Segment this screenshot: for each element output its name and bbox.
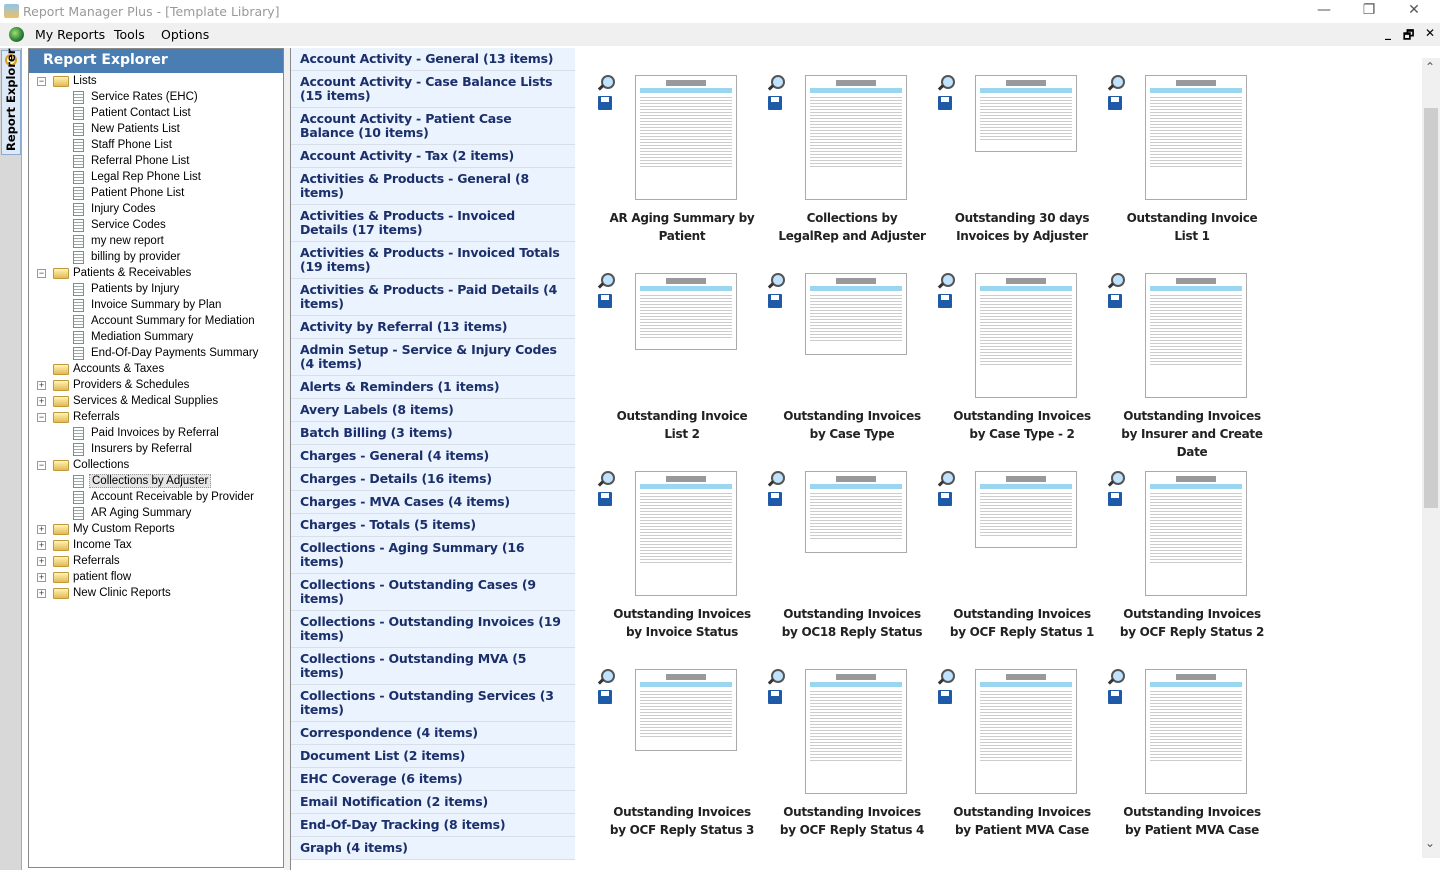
report-caption: Outstanding Invoices by Invoice Status [613, 607, 751, 639]
tree-item-label: Lists [73, 75, 97, 87]
preview-magnifier-icon[interactable] [768, 273, 784, 289]
thumbnail-title-line [836, 80, 876, 86]
save-disk-icon[interactable] [1108, 690, 1122, 704]
tree-item-label: patient flow [73, 571, 132, 583]
thumbnail-header-band [640, 286, 732, 291]
report-thumbnail[interactable] [805, 669, 907, 794]
preview-magnifier-icon[interactable] [1108, 471, 1124, 487]
report-thumbnail[interactable] [635, 273, 737, 350]
category-item[interactable]: Document List (2 items) [291, 745, 575, 768]
category-item[interactable]: Activities & Products - Paid Details (4 items) [291, 279, 575, 316]
collapse-icon[interactable]: − [38, 460, 45, 470]
preview-magnifier-icon[interactable] [598, 75, 614, 91]
document-icon [73, 219, 84, 232]
document-icon [73, 491, 84, 504]
thumbnail-rows [980, 689, 1072, 763]
menu-tools[interactable]: Tools [114, 27, 145, 42]
app-icon [4, 4, 19, 18]
tree-item-label: Mediation Summary [91, 331, 194, 343]
tree-item-label: Account Summary for Mediation [91, 315, 255, 327]
collapse-icon[interactable]: − [38, 268, 45, 278]
tree-item-label: My Custom Reports [73, 523, 175, 535]
scrollbar-thumb[interactable] [1424, 108, 1438, 508]
report-thumbnail[interactable] [1145, 471, 1247, 596]
report-tile[interactable] [746, 273, 921, 471]
thumbnail-title-line [836, 476, 876, 482]
minimize-button[interactable]: — [1317, 2, 1331, 18]
report-caption: Collections by LegalRep and Adjuster [778, 211, 926, 243]
report-caption: Outstanding Invoices by OCF Reply Status 3 [609, 805, 755, 837]
report-caption: Outstanding Invoice List 1 [1126, 211, 1258, 243]
save-disk-icon[interactable] [768, 96, 782, 110]
tree-item-label: End-Of-Day Payments Summary [91, 347, 259, 359]
thumbnail-rows [1150, 491, 1242, 565]
report-thumbnail[interactable] [805, 471, 907, 553]
thumbnail-title-line [836, 278, 876, 284]
thumbnail-header-band [810, 88, 902, 93]
report-thumbnail[interactable] [805, 273, 907, 355]
report-caption: AR Aging Summary by Patient [609, 211, 755, 243]
thumbnail-header-band [640, 88, 732, 93]
tree-item-label: Referral Phone List [91, 155, 190, 167]
category-item[interactable]: Account Activity - General (13 items) [291, 48, 575, 71]
tree-item-label: AR Aging Summary [91, 507, 192, 519]
thumbnail-rows [980, 95, 1072, 140]
expand-icon[interactable]: + [38, 572, 45, 582]
thumbnail-header-band [1150, 88, 1242, 93]
tree-item-label: Services & Medical Supplies [73, 395, 219, 407]
thumbnail-rows [810, 293, 902, 341]
save-disk-icon[interactable] [598, 96, 612, 110]
expand-icon[interactable]: + [38, 556, 45, 566]
category-item[interactable]: Admin Setup - Service & Injury Codes (4 items) [291, 339, 575, 376]
mdi-close-button[interactable]: ✕ [1425, 26, 1436, 40]
category-item[interactable]: Collections - Outstanding Invoices (19 items) [291, 611, 575, 648]
thumbnail-title-line [666, 674, 706, 680]
report-thumbnail[interactable] [1145, 273, 1247, 398]
thumbnail-title-line [1176, 80, 1216, 86]
report-tile[interactable] [1086, 669, 1261, 867]
side-tab-label: Report Explorer [4, 48, 18, 151]
document-icon [73, 171, 84, 184]
thumbnail-rows [980, 491, 1072, 536]
folder-icon [53, 364, 69, 375]
folder-icon [53, 268, 69, 279]
thumbnail-title-line [666, 476, 706, 482]
document-icon [73, 139, 84, 152]
document-icon [73, 443, 84, 456]
category-item[interactable]: Charges - MVA Cases (4 items) [291, 491, 575, 514]
thumbnail-title-line [1176, 278, 1216, 284]
preview-magnifier-icon[interactable] [1108, 273, 1124, 289]
tree-item-label: Paid Invoices by Referral [91, 427, 219, 439]
report-thumbnail[interactable] [635, 471, 737, 596]
folder-icon [53, 572, 69, 583]
report-caption: Outstanding Invoices by Case Type - 2 [953, 409, 1091, 441]
restore-button[interactable]: ❐ [1362, 2, 1376, 18]
document-icon [73, 331, 84, 344]
thumbnail-header-band [640, 682, 732, 687]
category-item[interactable]: Account Activity - Patient Case Balance (10 items) [291, 108, 575, 145]
document-icon [73, 475, 84, 488]
report-thumbnail[interactable] [635, 669, 737, 751]
scroll-down-icon[interactable]: ⌄ [1425, 836, 1436, 850]
tree-item-label: Patient Phone List [91, 187, 185, 199]
save-disk-icon[interactable] [938, 294, 952, 308]
tree-item-label: my new report [91, 235, 164, 247]
report-caption: Outstanding 30 days Invoices by Adjuster [954, 211, 1090, 243]
folder-icon [53, 524, 69, 535]
report-tile[interactable] [576, 471, 751, 669]
thumbnail-rows [810, 491, 902, 539]
document-icon [73, 155, 84, 168]
folder-icon [53, 460, 69, 471]
thumbnail-title-line [1006, 674, 1046, 680]
thumbnail-rows [1150, 95, 1242, 169]
save-disk-icon[interactable] [768, 690, 782, 704]
report-thumbnail[interactable] [975, 669, 1077, 794]
category-item[interactable]: Alerts & Reminders (1 items) [291, 376, 575, 399]
window-title: Report Manager Plus - [Template Library] [23, 4, 280, 19]
thumbnail-title-line [1006, 80, 1046, 86]
thumbnail-header-band [980, 286, 1072, 291]
tree-item-label: New Clinic Reports [73, 587, 171, 599]
document-icon [73, 251, 84, 264]
category-item[interactable]: EHC Coverage (6 items) [291, 768, 575, 791]
tree-item-label: Patients & Receivables [73, 267, 192, 279]
document-icon [73, 283, 84, 296]
thumbnail-header-band [980, 682, 1072, 687]
save-disk-icon[interactable] [598, 492, 612, 506]
category-item[interactable]: Collections - Outstanding Cases (9 items) [291, 574, 575, 611]
tree-item-label: Account Receivable by Provider [91, 491, 254, 503]
category-item[interactable]: Batch Billing (3 items) [291, 422, 575, 445]
category-item[interactable]: Avery Labels (8 items) [291, 399, 575, 422]
thumbnail-rows [640, 95, 732, 169]
preview-magnifier-icon[interactable] [938, 273, 954, 289]
thumbnail-title-line [1176, 674, 1216, 680]
report-caption: Outstanding Invoices by OCF Reply Status 2 [1119, 607, 1265, 639]
preview-magnifier-icon[interactable] [768, 669, 784, 685]
title-bar [0, 0, 1440, 23]
document-icon [73, 107, 84, 120]
tree-item-label: Collections [73, 459, 130, 471]
tree-item-label: Referrals [73, 555, 120, 567]
category-item[interactable]: Account Activity - Tax (2 items) [291, 145, 575, 168]
category-item[interactable]: Collections - Aging Summary (16 items) [291, 537, 575, 574]
tree-item-label: Referrals [73, 411, 120, 423]
report-tile[interactable] [576, 669, 755, 867]
document-icon [73, 347, 84, 360]
report-thumbnail[interactable] [975, 273, 1077, 398]
document-icon [73, 315, 84, 328]
folder-icon [53, 76, 69, 87]
thumbnail-header-band [810, 484, 902, 489]
preview-magnifier-icon[interactable] [598, 471, 614, 487]
report-caption: Outstanding Invoices by OCF Reply Status 4 [779, 805, 925, 837]
report-thumbnail[interactable] [1145, 75, 1247, 200]
save-disk-icon[interactable] [598, 690, 612, 704]
close-button[interactable]: ✕ [1408, 2, 1420, 18]
mdi-minimize-button[interactable]: _ [1385, 26, 1391, 40]
report-thumbnail[interactable] [635, 75, 737, 200]
preview-magnifier-icon[interactable] [938, 75, 954, 91]
category-item[interactable]: Account Activity - Case Balance Lists (15 items) [291, 71, 575, 108]
tree-item-label: Invoice Summary by Plan [91, 299, 222, 311]
report-tile[interactable] [576, 75, 755, 273]
tree-item-label: Insurers by Referral [91, 443, 192, 455]
category-item[interactable]: Collections - Outstanding MVA (5 items) [291, 648, 575, 685]
category-item[interactable]: Charges - Details (16 items) [291, 468, 575, 491]
report-caption: Outstanding Invoices by Patient MVA Case [953, 805, 1091, 837]
thumbnail-header-band [810, 286, 902, 291]
preview-magnifier-icon[interactable] [598, 273, 614, 289]
save-disk-icon[interactable] [598, 294, 612, 308]
report-thumbnail-grid [576, 48, 1422, 870]
document-icon [73, 507, 84, 520]
scroll-up-icon[interactable]: ⌃ [1425, 60, 1436, 74]
report-explorer-side-tab[interactable] [1, 50, 21, 155]
thumbnail-title-line [666, 80, 706, 86]
report-tile[interactable] [746, 471, 923, 669]
document-icon [73, 299, 84, 312]
thumbnail-title-line [1006, 278, 1046, 284]
expand-icon[interactable]: + [38, 380, 45, 390]
report-thumbnail[interactable] [975, 75, 1077, 152]
tree-item-label: Collections by Adjuster [89, 474, 211, 488]
thumbnail-rows [1150, 293, 1242, 367]
thumbnail-header-band [1150, 286, 1242, 291]
thumbnail-header-band [640, 484, 732, 489]
report-caption: Outstanding Invoices by OC18 Reply Status [781, 607, 923, 639]
preview-magnifier-icon[interactable] [938, 471, 954, 487]
report-thumbnail[interactable] [805, 75, 907, 200]
report-tile[interactable] [1086, 273, 1263, 471]
tree-item-label: Patients by Injury [91, 283, 180, 295]
globe-icon [9, 27, 24, 42]
report-tile[interactable] [746, 669, 925, 867]
folder-icon [53, 380, 69, 391]
save-disk-icon[interactable] [1108, 492, 1122, 506]
preview-magnifier-icon[interactable] [768, 471, 784, 487]
category-item[interactable]: Activities & Products - Invoiced Details (17 items) [291, 205, 575, 242]
report-tile[interactable] [916, 471, 1095, 669]
report-thumbnail[interactable] [975, 471, 1077, 548]
menu-bar [0, 23, 1440, 46]
tree-item-label: Legal Rep Phone List [91, 171, 201, 183]
save-disk-icon[interactable] [1108, 294, 1122, 308]
thumbnail-title-line [1006, 476, 1046, 482]
save-disk-icon[interactable] [768, 492, 782, 506]
thumbnail-header-band [980, 88, 1072, 93]
report-caption: Outstanding Invoices by OCF Reply Status 1 [949, 607, 1095, 639]
folder-icon [53, 396, 69, 407]
tree-item-label: Injury Codes [91, 203, 156, 215]
save-disk-icon[interactable] [938, 96, 952, 110]
thumbnail-header-band [980, 484, 1072, 489]
thumbnail-header-band [1150, 682, 1242, 687]
thumbnail-rows [810, 689, 902, 763]
preview-magnifier-icon[interactable] [1108, 75, 1124, 91]
tree-item-label: Service Rates (EHC) [91, 91, 198, 103]
save-disk-icon[interactable] [938, 690, 952, 704]
report-tile[interactable] [576, 273, 746, 471]
preview-magnifier-icon[interactable] [1108, 669, 1124, 685]
category-item[interactable]: Charges - General (4 items) [291, 445, 575, 468]
folder-icon [53, 412, 69, 423]
tree-item-label: Income Tax [73, 539, 132, 551]
report-caption: Outstanding Invoice List 2 [616, 409, 748, 441]
menu-my-reports[interactable]: My Reports [35, 27, 106, 42]
category-list [290, 48, 575, 870]
thumbnail-rows [640, 491, 732, 565]
collapse-icon[interactable]: − [38, 76, 45, 86]
tree-item-label: Staff Phone List [91, 139, 172, 151]
vertical-scrollbar[interactable] [1422, 58, 1440, 858]
expand-icon[interactable]: + [38, 540, 45, 550]
document-icon [73, 203, 84, 216]
category-item[interactable]: End-Of-Day Tracking (8 items) [291, 814, 575, 837]
category-item[interactable]: Activities & Products - Invoiced Totals (19 items) [291, 242, 575, 279]
category-item[interactable]: Email Notification (2 items) [291, 791, 575, 814]
thumbnail-rows [810, 95, 902, 169]
tree-item-label: Patient Contact List [91, 107, 191, 119]
thumbnail-rows [640, 689, 732, 737]
report-tile[interactable] [1086, 75, 1256, 273]
category-item[interactable]: Graph (4 items) [291, 837, 575, 860]
folder-icon [53, 556, 69, 567]
side-tab-strip [0, 48, 22, 870]
report-tile[interactable] [916, 75, 1090, 273]
report-explorer-panel [28, 48, 284, 868]
save-disk-icon[interactable] [1108, 96, 1122, 110]
document-icon [73, 123, 84, 136]
document-icon [73, 235, 84, 248]
document-icon [73, 427, 84, 440]
thumbnail-title-line [836, 674, 876, 680]
menu-options[interactable]: Options [161, 27, 210, 42]
category-item[interactable]: Activity by Referral (13 items) [291, 316, 575, 339]
report-caption: Outstanding Invoices by Insurer and Create Date [1121, 409, 1263, 459]
report-tile[interactable] [1086, 471, 1265, 669]
category-item[interactable]: Charges - Totals (5 items) [291, 514, 575, 537]
report-caption: Outstanding Invoices by Patient MVA Case [1123, 805, 1261, 837]
expand-icon[interactable]: + [38, 524, 45, 534]
tree-item-label: billing by provider [91, 251, 181, 263]
category-item[interactable]: Activities & Products - General (8 items) [291, 168, 575, 205]
category-item[interactable]: Correspondence (4 items) [291, 722, 575, 745]
thumbnail-rows [640, 293, 732, 338]
document-icon [73, 91, 84, 104]
thumbnail-title-line [1176, 476, 1216, 482]
report-caption: Outstanding Invoices by Case Type [783, 409, 921, 441]
folder-icon [53, 540, 69, 551]
report-tile[interactable] [916, 273, 1091, 471]
document-icon [73, 187, 84, 200]
expand-icon[interactable]: + [38, 588, 45, 598]
expand-icon[interactable]: + [38, 396, 45, 406]
mdi-restore-button[interactable]: 🗗 [1403, 28, 1415, 42]
folder-icon [53, 588, 69, 599]
preview-magnifier-icon[interactable] [768, 75, 784, 91]
report-tile[interactable] [916, 669, 1091, 867]
thumbnail-rows [1150, 689, 1242, 763]
thumbnail-header-band [810, 682, 902, 687]
category-item[interactable]: Collections - Outstanding Services (3 items) [291, 685, 575, 722]
tree-item-label: Providers & Schedules [73, 379, 190, 391]
tree-item-label: Service Codes [91, 219, 166, 231]
thumbnail-header-band [1150, 484, 1242, 489]
tree-item-label: New Patients List [91, 123, 180, 135]
thumbnail-rows [980, 293, 1072, 367]
save-disk-icon[interactable] [938, 492, 952, 506]
preview-magnifier-icon[interactable] [598, 669, 614, 685]
preview-magnifier-icon[interactable] [938, 669, 954, 685]
report-thumbnail[interactable] [1145, 669, 1247, 794]
collapse-icon[interactable]: − [38, 412, 45, 422]
report-tile[interactable] [746, 75, 926, 273]
save-disk-icon[interactable] [768, 294, 782, 308]
panel-header: Report Explorer [29, 49, 283, 73]
thumbnail-title-line [666, 278, 706, 284]
tree-item-label: Accounts & Taxes [73, 363, 165, 375]
